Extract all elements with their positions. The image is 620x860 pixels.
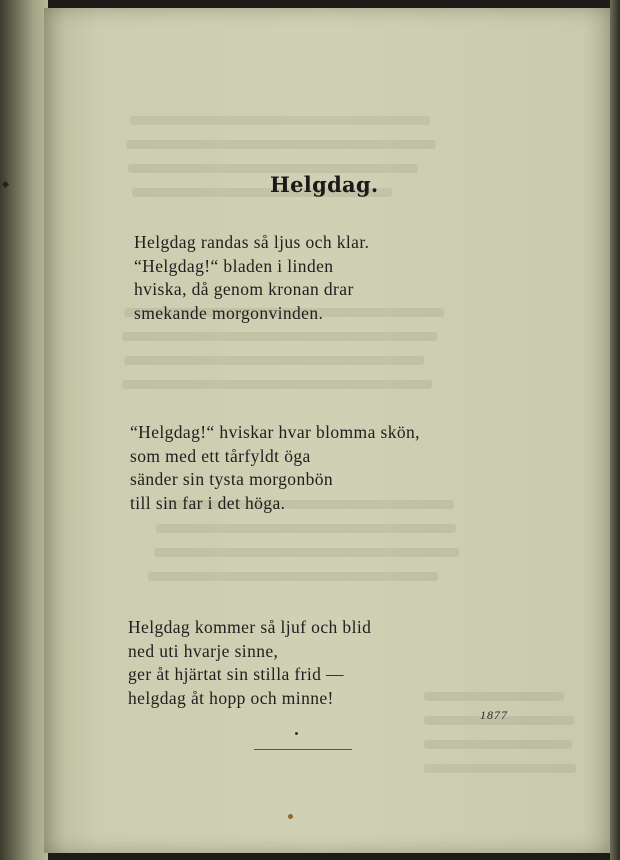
book-gutter: [0, 0, 48, 860]
poem-line: helgdag åt hopp och minne!: [128, 687, 334, 708]
poem-line: hviska, då genom kronan drar: [134, 279, 354, 299]
page-edge: [610, 0, 620, 860]
poem-line: “Helgdag!“ bladen i linden: [134, 255, 334, 276]
page-stain: [288, 814, 293, 819]
margin-mark: [2, 181, 9, 188]
poem-line: till sin far i det höga.: [130, 492, 286, 513]
book-page: [44, 8, 610, 853]
end-rule: [254, 749, 352, 750]
poem-line: smekande morgonvinden.: [134, 302, 324, 323]
poem-line: sänder sin tysta morgonbön: [130, 469, 334, 489]
poem-title: Helgdag.: [270, 172, 379, 197]
stanza-2: [130, 421, 420, 515]
stanza-1: [134, 231, 369, 325]
ornament-dot: [295, 732, 298, 735]
poem-line: Helgdag kommer så ljuf och blid: [128, 617, 372, 637]
poem-line: ned uti hvarje sinne,: [128, 640, 279, 661]
poem-line: som med ett tårfyldt öga: [130, 445, 311, 466]
poem-line: Helgdag randas så ljus och klar.: [134, 232, 370, 252]
poem-line: “Helgdag!“ hviskar hvar blomma skön,: [130, 422, 420, 442]
poem-line: ger åt hjärtat sin stilla frid —: [128, 664, 344, 684]
poem-year: 1877: [480, 708, 508, 722]
stanza-3: [128, 616, 371, 710]
